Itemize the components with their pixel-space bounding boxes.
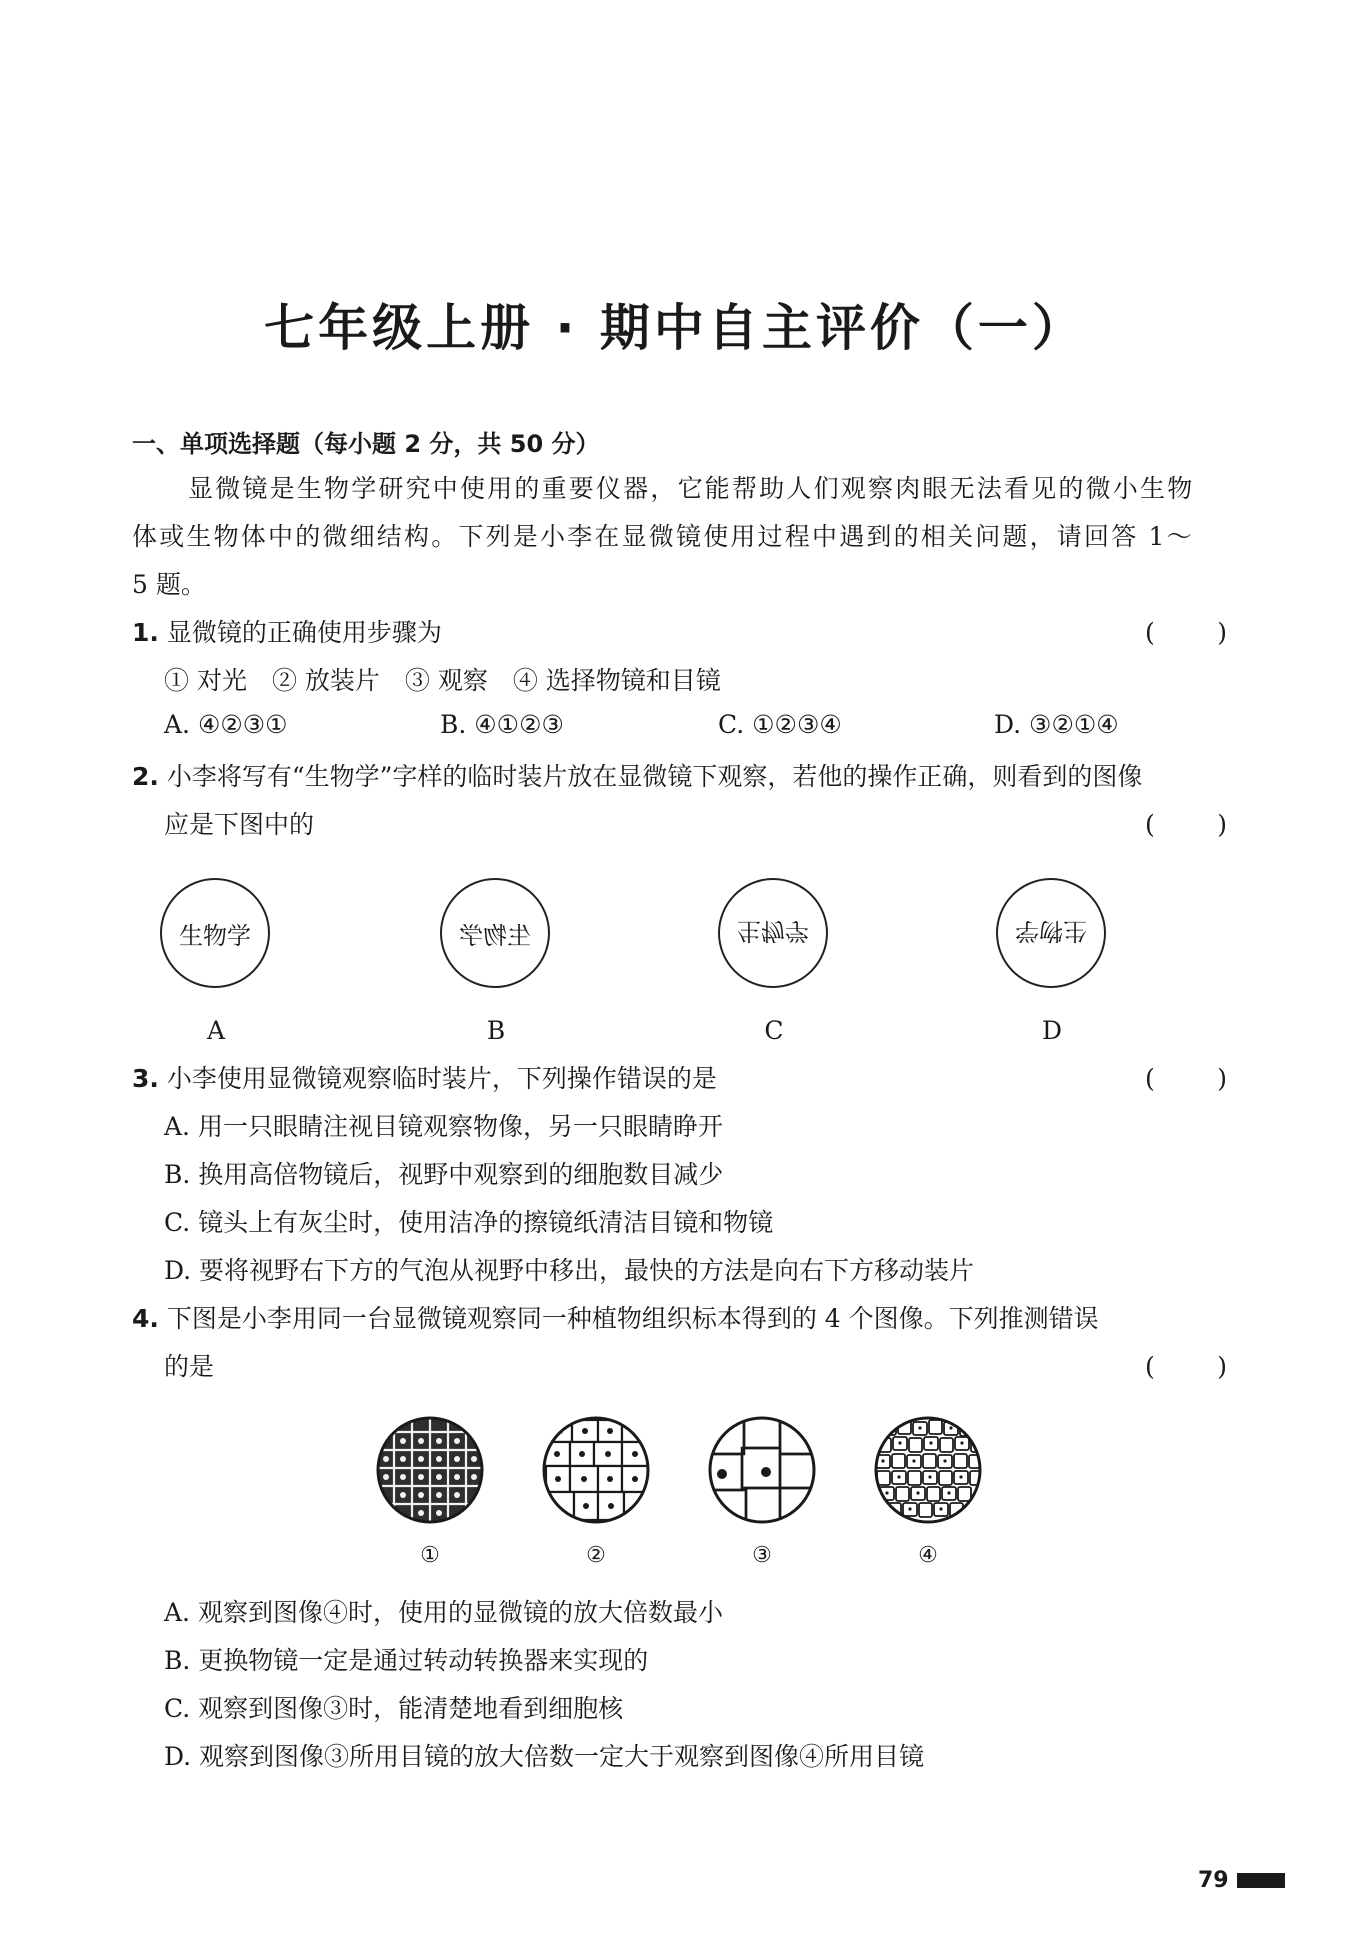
intro-line-1: 显微镜是生物学研究中使用的重要仪器，它能帮助人们观察肉眼无法看见的微小生物 [188, 474, 1195, 503]
micro-image-2-label: ② [586, 1543, 606, 1568]
question-3-option-c: C. 镜头上有灰尘时，使用洁净的擦镜纸清洁目镜和物镜 [164, 1208, 774, 1237]
micro-image-2 [542, 1416, 650, 1524]
figure-b-circle [440, 878, 550, 988]
intro-line-3: 5 题。 [132, 570, 206, 599]
question-2-text-2: 应是下图中的 [164, 810, 315, 839]
answer-blank-4 [1145, 1354, 1227, 1379]
micro-image-1-label: ① [420, 1543, 440, 1568]
question-1-option-c: C. ①②③④ [718, 710, 842, 739]
figure-d-circle [996, 878, 1106, 988]
page-number-bar [1237, 1873, 1285, 1888]
micro-image-3 [708, 1416, 816, 1524]
question-3-number: 3. [132, 1064, 159, 1093]
paren-open: ( [1145, 1064, 1155, 1093]
answer-blank-1 [1145, 620, 1227, 645]
question-4-option-a: A. 观察到图像④时，使用的显微镜的放大倍数最小 [164, 1598, 723, 1627]
question-4-text-1: 下图是小李用同一台显微镜观察同一种植物组织标本得到的 4 个图像。下列推测错误 [166, 1304, 1099, 1333]
question-4-option-d: D. 观察到图像③所用目镜的放大倍数一定大于观察到图像④所用目镜 [164, 1742, 925, 1771]
question-3-stem [132, 1066, 717, 1091]
question-3-text: 小李使用显微镜观察临时装片，下列操作错误的是 [166, 1064, 717, 1093]
question-2-number: 2. [132, 762, 159, 791]
paren-close: ) [1217, 618, 1227, 647]
question-4-text-2: 的是 [164, 1352, 215, 1381]
figure-a-label: A [206, 1016, 226, 1045]
question-3-option-b: B. 换用高倍物镜后，视野中观察到的细胞数目减少 [164, 1160, 724, 1189]
page-title: 七年级上册 · 期中自主评价（一） [264, 299, 1086, 357]
answer-blank-3 [1145, 1066, 1227, 1091]
paren-open: ( [1145, 1352, 1155, 1381]
question-1-option-d: D. ③②①④ [994, 710, 1119, 739]
question-1-text: 显微镜的正确使用步骤为 [166, 618, 442, 647]
figure-c-text: 生物学 [737, 916, 809, 945]
paren-open: ( [1145, 618, 1155, 647]
question-1-number: 1. [132, 618, 159, 647]
question-2-stem [132, 764, 1142, 789]
micro-image-4 [874, 1416, 982, 1524]
question-4-option-c: C. 观察到图像③时，能清楚地看到细胞核 [164, 1694, 624, 1723]
figure-c-label: C [764, 1016, 784, 1045]
answer-blank-2 [1145, 812, 1227, 837]
question-3-option-d: D. 要将视野右下方的气泡从视野中移出，最快的方法是向右下方移动装片 [164, 1256, 975, 1285]
section-heading: 一、单项选择题（每小题 2 分，共 50 分） [132, 430, 600, 458]
intro-line-2: 体或生物体中的微细结构。下列是小李在显微镜使用过程中遇到的相关问题，请回答 1～ [132, 522, 1194, 551]
figure-a-circle [160, 878, 270, 988]
figure-d-text: 生物学 [1015, 916, 1087, 945]
micro-image-1 [376, 1416, 484, 1524]
paren-open: ( [1145, 810, 1155, 839]
paren-close: ) [1217, 810, 1227, 839]
figure-d-label: D [1041, 1016, 1063, 1045]
micro-image-4-label: ④ [918, 1543, 938, 1568]
page-number: 79 [1198, 1868, 1229, 1893]
figure-b-text: 生物学 [459, 921, 531, 950]
question-1-steps: ① 对光 ② 放装片 ③ 观察 ④ 选择物镜和目镜 [164, 666, 721, 695]
paren-close: ) [1217, 1352, 1227, 1381]
question-1-option-a: A. ④②③① [164, 710, 288, 739]
question-3-option-a: A. 用一只眼睛注视目镜观察物像，另一只眼睛睁开 [164, 1112, 723, 1141]
figure-a-text: 生物学 [179, 921, 251, 950]
paren-close: ) [1217, 1064, 1227, 1093]
figure-c-circle [718, 878, 828, 988]
micro-image-3-label: ③ [752, 1543, 772, 1568]
question-2-text-1: 小李将写有“生物学”字样的临时装片放在显微镜下观察，若他的操作正确，则看到的图像 [166, 762, 1143, 791]
question-1-stem [132, 620, 442, 645]
question-4-number: 4. [132, 1304, 159, 1333]
question-1-option-b: B. ④①②③ [440, 710, 564, 739]
figure-b-label: B [486, 1016, 506, 1045]
question-4-option-b: B. 更换物镜一定是通过转动转换器来实现的 [164, 1646, 649, 1675]
question-4-stem [132, 1306, 1099, 1331]
